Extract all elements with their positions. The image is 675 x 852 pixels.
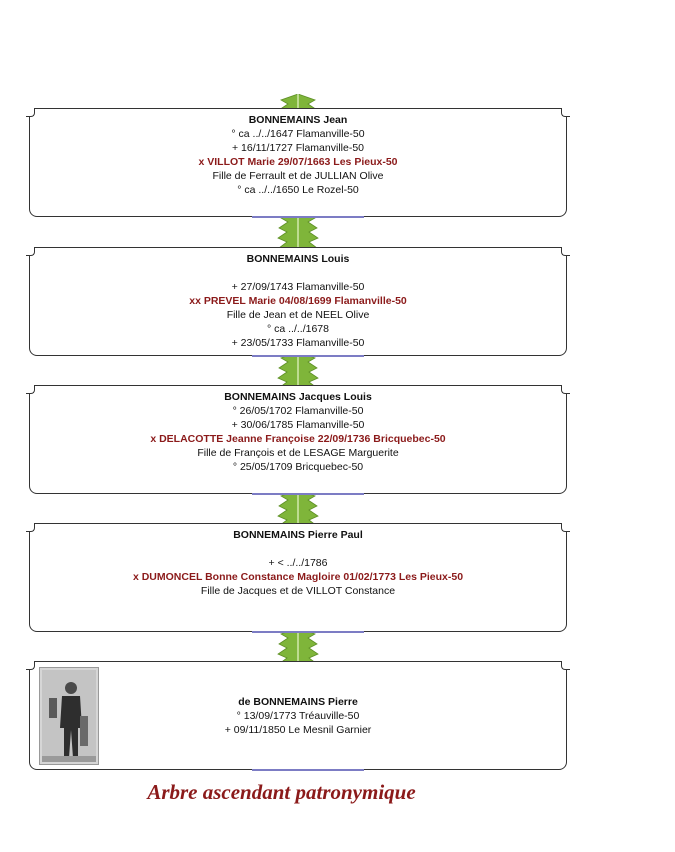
birth-line: ° 26/05/1702 Flamanville-50 [232,405,364,417]
card-underline [252,355,364,357]
death-line: + 16/11/1727 Flamanville-50 [231,142,364,154]
spouse-parents: Fille de Jacques et de VILLOT Constance [200,585,396,597]
ancestor-card [29,661,567,770]
person-name: BONNEMAINS Pierre Paul [233,529,363,541]
marriage-line: xx PREVEL Marie 04/08/1699 Flamanville-50 [189,295,407,307]
birth-line: ° ca ../../1647 Flamanville-50 [231,128,365,140]
spouse-death-line: + 23/05/1733 Flamanville-50 [231,337,365,349]
person-name: BONNEMAINS Jean [248,114,348,126]
ancestor-card [29,523,567,632]
person-name: de BONNEMAINS Pierre [238,696,358,708]
spouse-parents: Fille de François et de LESAGE Marguerite [197,447,399,459]
marriage-line: x DUMONCEL Bonne Constance Magloire 01/02/1773 Les Pieux-50 [132,571,464,583]
person-name: BONNEMAINS Jacques Louis [224,391,372,403]
spouse-parents: Fille de Ferrault et de JULLIAN Olive [212,170,384,182]
death-line: + 27/09/1743 Flamanville-50 [231,281,365,293]
spouse-birth-line: ° ca ../../1678 [267,323,329,335]
card-underline [252,216,364,218]
ancestor-card [29,385,567,494]
death-line: + 09/11/1850 Le Mesnil Garnier [224,724,372,736]
marriage-line: x VILLOT Marie 29/07/1663 Les Pieux-50 [198,156,398,168]
spouse-parents: Fille de Jean et de NEEL Olive [226,309,370,321]
ancestor-card [29,108,567,217]
card-underline [252,493,364,495]
card-underline [252,631,364,633]
spouse-birth-line: ° ca ../../1650 Le Rozel-50 [237,184,359,196]
person-name: BONNEMAINS Louis [246,253,350,265]
death-line: + 30/06/1785 Flamanville-50 [231,419,365,431]
birth-line: ° 13/09/1773 Tréauville-50 [236,710,360,722]
marriage-line: x DELACOTTE Jeanne Françoise 22/09/1736 Bricquebec-50 [150,433,446,445]
card-underline [252,769,364,771]
page-title: Arbre ascendant patronymique [147,780,416,804]
death-line: + < ../../1786 [268,557,328,569]
ancestor-card [29,247,567,356]
spouse-birth-line: ° 25/05/1709 Bricquebec-50 [232,461,364,473]
